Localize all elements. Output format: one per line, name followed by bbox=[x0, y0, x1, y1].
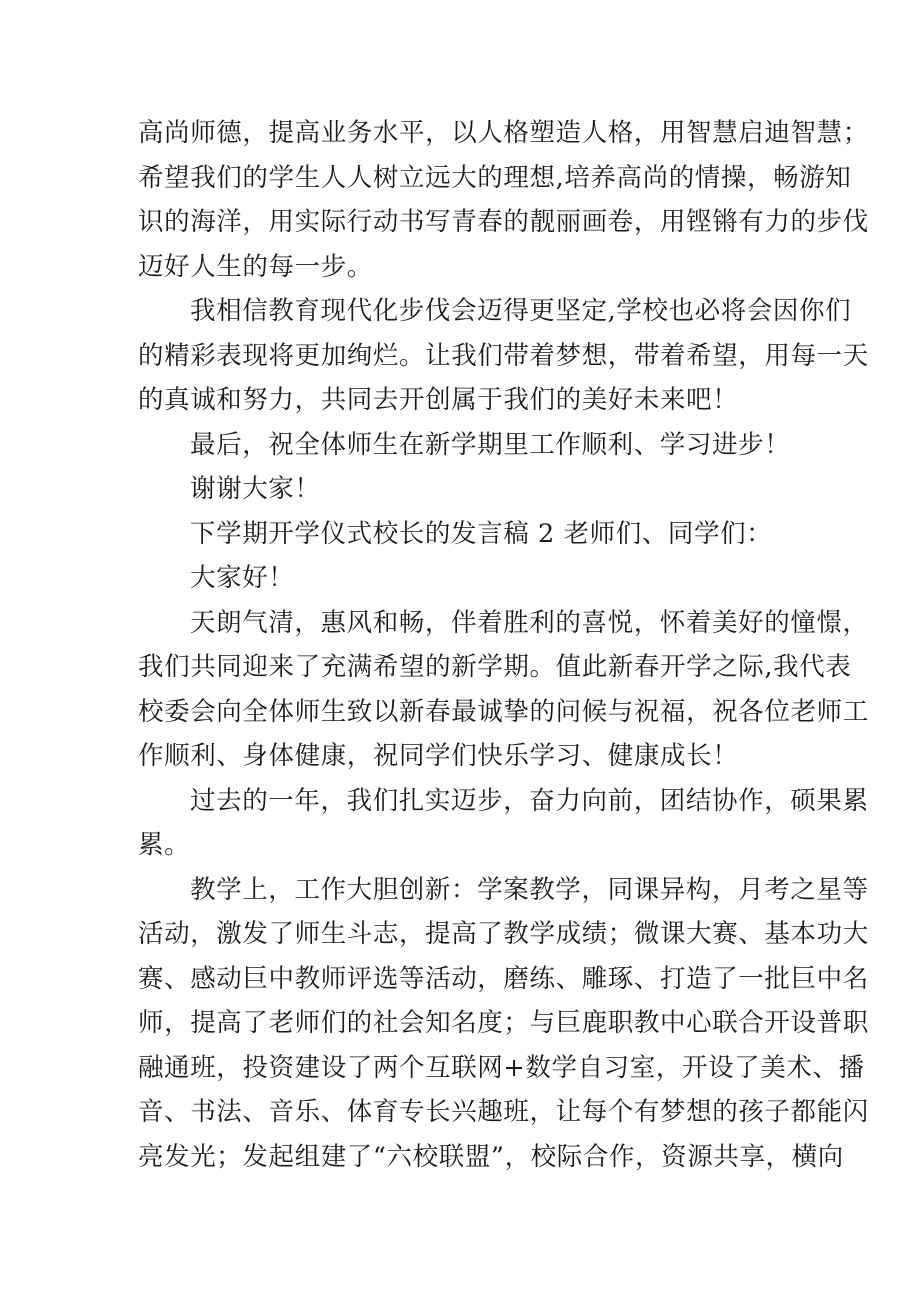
text-line: 累。 bbox=[138, 830, 191, 860]
text-line: 我们共同迎来了充满希望的新学期。值此新春开学之际,我代表 bbox=[138, 652, 852, 682]
text-line: 识的海洋，用实际行动书写青春的靓丽画卷，用铿锵有力的步伐 bbox=[138, 207, 869, 237]
text-line: 活动，激发了师生斗志，提高了教学成绩；微课大赛、基本功大 bbox=[138, 919, 869, 949]
paragraph-first-line: 过去的一年，我们扎实迈步，奋力向前，团结协作，硕果累 bbox=[190, 785, 869, 816]
document-body bbox=[138, 111, 869, 1179]
text-line: 校委会向全体师生致以新春最诚挚的问候与祝福，祝各位老师工 bbox=[138, 696, 869, 727]
paragraph-first-line: 天朗气清，惠风和畅，伴着胜利的喜悦，怀着美好的憧憬， bbox=[190, 607, 869, 638]
text-line: 的真诚和努力，共同去开创属于我们的美好未来吧！ bbox=[138, 385, 739, 415]
paragraph-first-line: 最后，祝全体师生在新学期里工作顺利、学习进步！ bbox=[190, 429, 791, 460]
text-line: 高尚师德，提高业务水平，以人格塑造人格，用智慧启迪智慧； bbox=[138, 118, 869, 148]
text-line: 迈好人生的每一步。 bbox=[138, 251, 373, 282]
text-line: 音、书法、音乐、体育专长兴趣班，让每个有梦想的孩子都能闪 bbox=[138, 1097, 869, 1127]
text-line: 融通班，投资建设了两个互联网+数学自习室，开设了美术、播 bbox=[138, 1052, 865, 1083]
text-line: 希望我们的学生人人树立远大的理想,培养高尚的情操，畅游知 bbox=[138, 162, 852, 193]
text-line: 的精彩表现将更加绚烂。让我们带着梦想，带着希望，用每一天 bbox=[138, 340, 869, 371]
speech-title-line: 下学期开学仪式校长的发言稿 2 老师们、同学们： bbox=[190, 518, 773, 549]
paragraph-first-line: 我相信教育现代化步伐会迈得更坚定,学校也必将会因你们 bbox=[190, 296, 852, 326]
text-line: 赛、感动巨中教师评选等活动，磨练、雕琢、打造了一批巨中名 bbox=[138, 963, 869, 994]
text-line: 亮发光；发起组建了“六校联盟”，校际合作，资源共享，横向 bbox=[138, 1141, 844, 1172]
text-line: 师，提高了老师们的社会知名度；与巨鹿职教中心联合开设普职 bbox=[138, 1008, 869, 1038]
greeting-line: 大家好！ bbox=[190, 563, 295, 593]
paragraph-first-line: 教学上，工作大胆创新：学案教学，同课异构，月考之星等 bbox=[190, 874, 869, 905]
text-line: 作顺利、身体健康，祝同学们快乐学习、健康成长！ bbox=[138, 741, 739, 771]
paragraph-first-line: 谢谢大家！ bbox=[190, 474, 321, 504]
